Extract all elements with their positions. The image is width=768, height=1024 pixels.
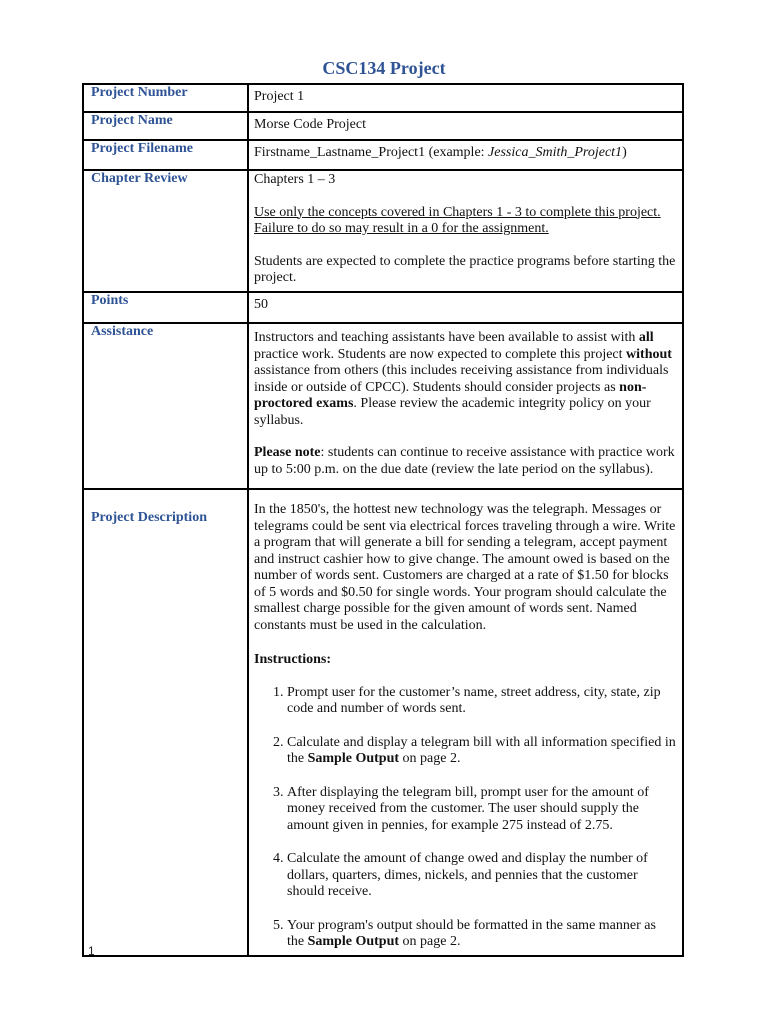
- page-number: 1: [88, 944, 95, 958]
- chapter-warning: Use only the concepts covered in Chapters 1 - 3 to complete this project. Failure to do so may result in a 0 for the assignment.: [254, 204, 661, 236]
- instruction-item: 3. After displaying the telegram bill, prompt user for the amount of money received from the customer. The user should supply the amount given in pennies, for example 275 instead of 2.75.: [287, 785, 676, 835]
- filename-suffix: ): [622, 145, 627, 160]
- assistance-label: Assistance: [83, 323, 248, 489]
- points-value: 50: [248, 292, 683, 323]
- description-intro: In the 1850's, the hottest new technology was the telegraph. Messages or telegrams could be sent via electrical forces traveling through a wire. Write a program that will generate a bill for sending a telegram, accept payment and instruct cashier how to give change. The amount owed is based on the number of words sent. Customers are charged at a rate of $1.50 for blocks of 5 words and $0.50 for single words. Your program should calculate the smallest charge possible for the given amount of words sent. Named constants must be used in the calculation.: [254, 502, 676, 633]
- project-filename-row: [83, 140, 683, 170]
- points-label: Points: [83, 292, 248, 323]
- filename-format: Firstname_Lastname_Project1 (example:: [254, 145, 489, 160]
- assistance-note: Please note: students can continue to receive assistance with practice work up to 5:00 p.m. on the due date (review the late period on the syllabus).: [254, 445, 675, 477]
- project-name-value: Morse Code Project: [248, 112, 683, 140]
- points-row: [83, 292, 683, 323]
- chapter-review-label: Chapter Review: [83, 170, 248, 292]
- project-name-label: Project Name: [83, 112, 248, 140]
- assistance-value: [248, 323, 683, 489]
- project-description-label: Project Description: [83, 489, 248, 956]
- chapter-range: Chapters 1 – 3: [254, 172, 336, 187]
- project-number-label: Project Number: [83, 84, 248, 112]
- project-name-row: [83, 112, 683, 140]
- project-description-row: [83, 489, 683, 956]
- instructions-heading: Instructions:: [254, 652, 332, 667]
- chapter-review-row: [83, 170, 683, 292]
- project-description-value: [248, 489, 683, 956]
- instruction-item: 1. Prompt user for the customer’s name, street address, city, state, zip code and number of words sent.: [287, 685, 676, 718]
- instruction-item: 4. Calculate the amount of change owed and display the number of dollars, quarters, dimes, nickels, and pennies that the customer should receive.: [287, 851, 676, 901]
- project-filename-label: Project Filename: [83, 140, 248, 170]
- project-filename-value: [248, 140, 683, 170]
- chapter-review-value: [248, 170, 683, 292]
- instructions-list: [254, 685, 676, 951]
- project-number-value: Project 1: [248, 84, 683, 112]
- instruction-item: 2. Calculate and display a telegram bill with all information specified in the Sample Output on page 2.: [287, 735, 676, 768]
- chapter-practice-note: Students are expected to complete the practice programs before starting the project.: [254, 253, 676, 285]
- page-title: CSC134 Project: [322, 58, 446, 78]
- assistance-policy: Instructors and teaching assistants have been available to assist with all practice work. Students are now expected to complete this project without assistance from others (this includes receiving assistance from individuals inside or outside of CPCC). Students should consider projects as non-proctored exams. Please review the academic integrity policy on your syllabus.: [254, 330, 672, 428]
- filename-example: Jessica_Smith_Project1: [488, 145, 623, 160]
- project-number-row: [83, 84, 683, 112]
- assistance-row: [83, 323, 683, 489]
- project-info-table: [82, 83, 684, 957]
- instruction-item: 5. Your program's output should be formatted in the same manner as the Sample Output on page 2.: [287, 918, 676, 951]
